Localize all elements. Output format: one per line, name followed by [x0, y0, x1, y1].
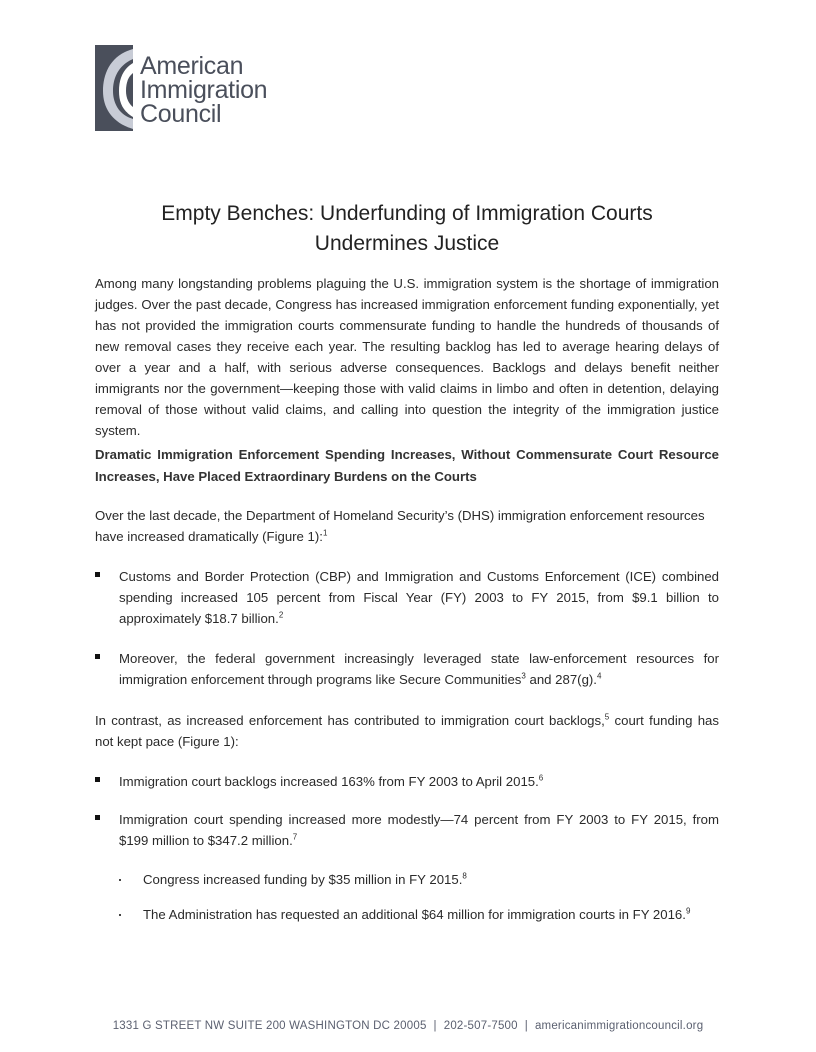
- logo-mark-icon: [95, 45, 133, 131]
- bullet-dot-icon: [119, 879, 121, 881]
- paragraph-text: In contrast, as increased enforcement has contributed to immigration court backlogs,: [95, 713, 605, 728]
- footnote-ref[interactable]: 3: [521, 671, 526, 681]
- logo-wordmark: [140, 54, 267, 126]
- footnote-ref[interactable]: 2: [278, 610, 284, 620]
- sub-bullet-text: Congress increased funding by $35 million in FY 2015.: [143, 872, 463, 887]
- paragraph-text: Over the last decade, the Department of Homeland Security’s (DHS) immigration enforcement resources have increased dramatically (Figure 1):: [95, 508, 705, 544]
- paragraph-text: court funding has not kept pace (Figure 1):: [95, 713, 719, 749]
- footnote-ref[interactable]: 9: [685, 906, 691, 916]
- sub-bullet-item: [119, 904, 719, 925]
- footer-website-link[interactable]: americanimmigrationcouncil.org: [534, 1020, 704, 1032]
- sub-bullet-text: The Administration has requested an additional $64 million for immigration courts in FY 2016.: [143, 907, 686, 922]
- bullet-text: Immigration court backlogs increased 163% from FY 2003 to April 2015.: [119, 774, 539, 789]
- footnote-ref[interactable]: 7: [292, 832, 298, 842]
- title-line-1: Empty Benches: Underfunding of Immigration Courts: [161, 202, 653, 225]
- paragraph-enforcement-resources: [95, 505, 719, 547]
- footer-phone: 202-507-7500: [443, 1020, 518, 1032]
- bullet-item: [95, 566, 719, 629]
- footer-separator: |: [524, 1020, 528, 1032]
- logo-line-1: American: [140, 52, 244, 80]
- footnote-ref[interactable]: 1: [322, 528, 328, 538]
- document-title: [95, 199, 719, 259]
- logo-line-3: Council: [140, 100, 222, 128]
- footnote-ref[interactable]: 8: [462, 871, 467, 881]
- intro-paragraph: Among many longstanding problems plaguing the U.S. immigration system is the shortage of immigration judges. Over the past decade, Congress has increased immigration enforcement funding exponentially, yet has not provided the immigration courts commensurate funding to handle the hundreds of thousands of new removal cases they receive each year. The resulting backlog has led to average hearing delays of over a year and a half, with serious adverse consequences. Backlogs and delays benefit neither immigrants nor the government—keeping those with valid claims in limbo and often in detention, delaying removal of those without valid claims, and calling into question the integrity of the immigration justice system.: [95, 276, 719, 438]
- logo-line-2: Immigration: [140, 76, 268, 104]
- title-line-2: Undermines Justice: [314, 232, 500, 255]
- bullet-item: [95, 648, 719, 690]
- sub-bullet-item: [119, 869, 719, 890]
- organization-logo: [95, 45, 295, 135]
- paragraph-court-funding: [95, 710, 719, 752]
- footnote-ref[interactable]: 5: [604, 712, 610, 722]
- bullet-square-icon: [95, 815, 100, 820]
- bullet-text: Customs and Border Protection (CBP) and Immigration and Customs Enforcement (ICE) combined spending increased 105 percent from Fiscal Year (FY) 2003 to FY 2015, from $9.1 billion to approximately $18.7 billion.: [119, 569, 719, 626]
- bullet-item: [95, 809, 719, 851]
- bullet-square-icon: [95, 777, 100, 782]
- footnote-ref[interactable]: 6: [538, 773, 544, 783]
- bullet-text: Immigration court spending increased more modestly—74 percent from FY 2003 to FY 2015, from $199 million to $347.2 million.: [119, 812, 719, 848]
- section-heading: Dramatic Immigration Enforcement Spending Increases, Without Commensurate Court Resource Increases, Have Placed Extraordinary Burdens on the Courts: [95, 447, 719, 484]
- bullet-square-icon: [95, 572, 100, 577]
- footer-separator: |: [433, 1020, 437, 1032]
- footer-address: 1331 G STREET NW SUITE 200 WASHINGTON DC 20005: [112, 1020, 427, 1032]
- bullet-text: Moreover, the federal government increasingly leveraged state law-enforcement resources for immigration enforcement through programs like Secure Communities: [119, 651, 719, 687]
- bullet-item: [95, 771, 719, 792]
- bullet-square-icon: [95, 654, 100, 659]
- bullet-dot-icon: [119, 914, 121, 916]
- bullet-text: and 287(g).: [525, 672, 597, 687]
- footnote-ref[interactable]: 4: [596, 671, 602, 681]
- page-footer: [0, 1020, 816, 1032]
